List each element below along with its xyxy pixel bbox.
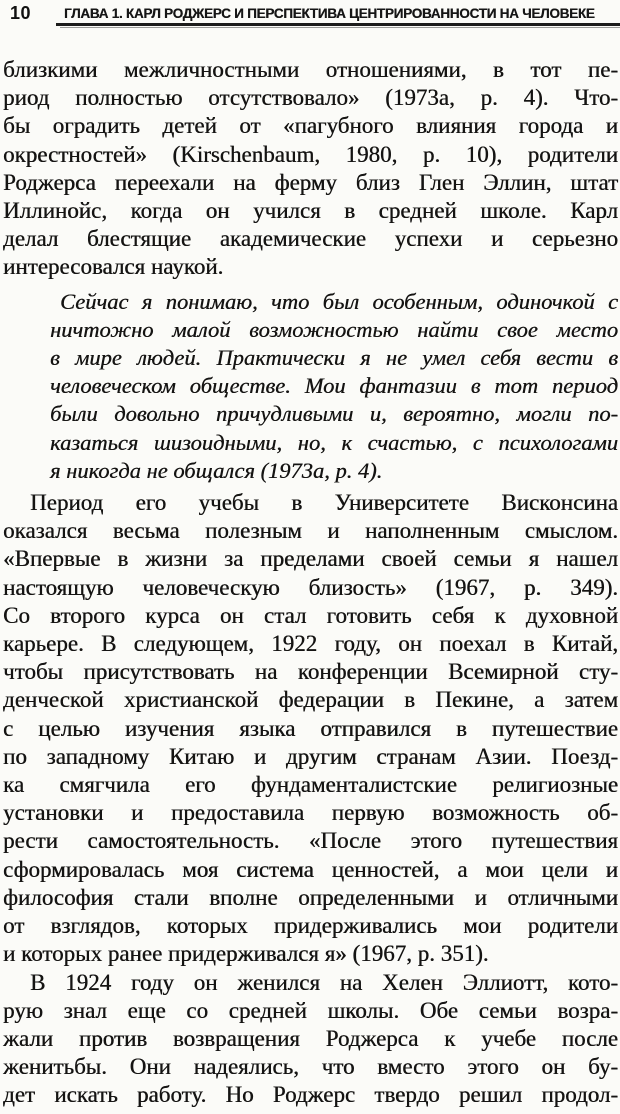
text-line: близкими межличностными отношениями, в тот пе- (3, 57, 618, 82)
text-line: женитьбы. Они надеялись, что вместо этого он бу- (3, 1054, 618, 1080)
text-line: Со второго курса он стал готовить себя к духовной (3, 602, 618, 628)
text-line: с целью изучения языка отправился в путешествие (3, 715, 618, 741)
text-line: ка смягчила его фундаменталистские религиозные (3, 772, 618, 798)
text-line: ничтожно малой возможностью найти свое место (50, 316, 618, 342)
text-line: философия стали вполне определенными и отличными (3, 884, 618, 910)
text-line: жали против возвращения Роджерса к учебе после (3, 1025, 618, 1051)
text-line: «Впервые в жизни за пределами своей семьи я нашел (3, 546, 618, 572)
text-line: денческой христианской федерации в Пекине, а затем (3, 687, 618, 713)
text-line: окрестностей» (Kirschenbaum, 1980, p. 10), родители (3, 141, 618, 167)
text-line: интересовался наукой. (3, 254, 224, 280)
text-line: и которых ранее придерживался я» (1967, p. 351). (3, 941, 489, 967)
text-line: от взглядов, которых придерживались мои родители (3, 913, 618, 939)
text-line: рую знал еще со средней школы. Обе семьи возра- (3, 997, 618, 1023)
text-line: Сейчас я понимаю, что был особенным, одиночкой с (60, 288, 618, 314)
text-line: по западному Китаю и другим странам Азии. Поезд- (3, 743, 618, 769)
text-line: установки и предоставила первую возможность об- (3, 800, 618, 826)
paragraph (3, 489, 618, 968)
paragraph (3, 56, 618, 282)
text-line: казаться шизоидными, но, к счастью, с психологами (50, 429, 618, 455)
text-line: я никогда не общался (1973a, p. 4). (50, 457, 383, 483)
text-line: сформировалась моя система ценностей, а мои цели и (3, 856, 618, 882)
paragraph (3, 969, 618, 1110)
text-line: рести самостоятельность. «После этого путешествия (3, 828, 618, 854)
text-line: карьере. В следующем, 1922 году, он поехал в Китай, (3, 631, 618, 657)
text-line: Период его учебы в Университете Висконсина (30, 490, 618, 516)
text-line: дет искать работу. Но Роджерс твердо решил продол- (3, 1082, 618, 1108)
text-line: оказался весьма полезным и наполненным смыслом. (3, 518, 618, 544)
page-number: 10 (10, 3, 32, 23)
running-header (0, 0, 620, 30)
page-text (0, 30, 620, 1110)
block-quote (50, 288, 618, 485)
text-line: делал блестящие академические успехи и серьезно (3, 226, 618, 252)
text-line: в мире людей. Практически я не умел себя вести в (50, 345, 618, 371)
text-line: В 1924 году он женился на Хелен Эллиотт, кото- (30, 969, 618, 995)
chapter-header: ГЛАВА 1. КАРЛ РОДЖЕРС И ПЕРСПЕКТИВА ЦЕНТРИРОВАННОСТИ НА ЧЕЛОВЕКЕ (64, 6, 595, 21)
text-line: риод полностью отсутствовало» (1973a, p. 4). Что- (3, 85, 618, 111)
text-line: бы оградить детей от «пагубного влияния города и (3, 113, 618, 139)
text-line: Роджерса переехали на ферму близ Глен Эллин, штат (3, 169, 618, 195)
text-line: были довольно причудливыми и, вероятно, могли по- (50, 401, 618, 427)
text-line: чтобы присутствовать на конференции Всемирной сту- (3, 659, 618, 685)
header-rule (56, 23, 620, 26)
text-line: настоящую человеческую близость» (1967, p. 349). (3, 574, 618, 600)
text-line: человеческом обществе. Мои фантазии в тот период (50, 373, 618, 399)
text-line: Иллинойс, когда он учился в средней школе. Карл (3, 198, 618, 224)
